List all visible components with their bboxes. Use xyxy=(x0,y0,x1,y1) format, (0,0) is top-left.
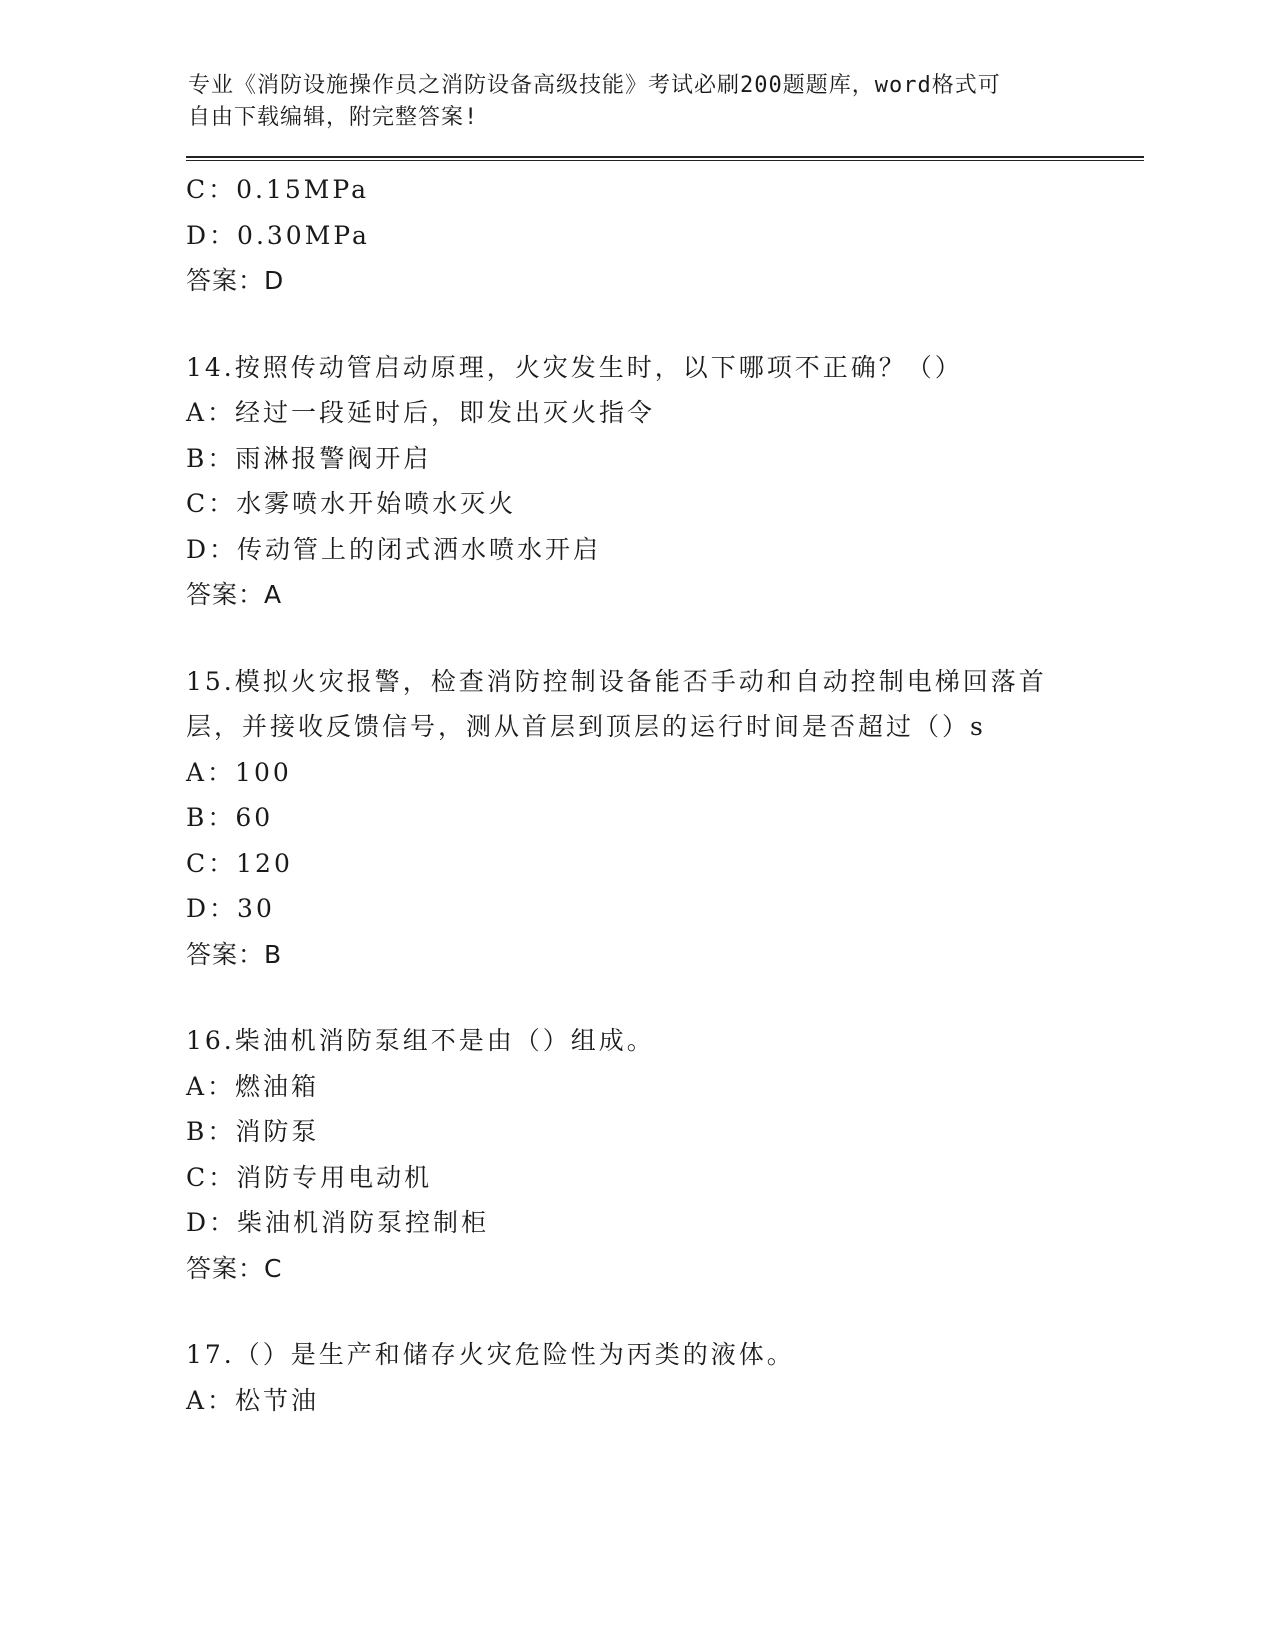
header-divider xyxy=(186,156,1144,161)
question-text-line-2: 层，并接收反馈信号，测从首层到顶层的运行时间是否超过（）s xyxy=(186,712,986,741)
answer: 答案：A xyxy=(186,580,283,609)
option-a: A：100 xyxy=(186,757,292,787)
question-14 xyxy=(186,345,1146,618)
option-d: D：传动管上的闭式洒水喷水开启 xyxy=(186,534,602,564)
question-list xyxy=(186,167,1146,1423)
option-c: C：水雾喷水开始喷水灭火 xyxy=(186,489,517,518)
option-a: A：松节油 xyxy=(186,1385,320,1415)
option-b: B：消防泵 xyxy=(186,1117,320,1146)
question-15 xyxy=(186,659,1146,978)
answer: 答案：D xyxy=(186,266,285,295)
header-line-2: 自由下载编辑，附完整答案! xyxy=(188,105,479,130)
header-line-1: 专业《消防设施操作员之消防设备高级技能》考试必刷200题题库，word格式可 xyxy=(188,73,1001,98)
question-17 xyxy=(186,1332,1146,1423)
option-d: D：柴油机消防泵控制柜 xyxy=(186,1208,490,1237)
option-d: D：30 xyxy=(186,894,275,923)
option-a: A：燃油箱 xyxy=(186,1071,320,1101)
option-a: A：经过一段延时后，即发出灭火指令 xyxy=(186,398,656,427)
option-c: C：120 xyxy=(186,848,293,878)
question-text-line-1: 15.模拟火灾报警，检查消防控制设备能否手动和自动控制电梯回落首 xyxy=(186,666,1047,696)
answer: 答案：B xyxy=(186,939,283,969)
question-text: 17.（）是生产和储存火灾危险性为丙类的液体。 xyxy=(186,1340,795,1369)
option-b: B：雨淋报警阀开启 xyxy=(186,443,432,473)
question-16 xyxy=(186,1018,1146,1291)
option-b: B：60 xyxy=(186,803,274,832)
option-d: D：0.30MPa xyxy=(186,220,370,250)
question-text: 16.柴油机消防泵组不是由（）组成。 xyxy=(186,1026,655,1055)
question-13-continued xyxy=(186,167,1146,304)
document-page xyxy=(186,70,1146,1423)
option-c: C：消防专用电动机 xyxy=(186,1162,433,1192)
answer: 答案：C xyxy=(186,1253,283,1283)
question-text: 14.按照传动管启动原理，火灾发生时，以下哪项不正确？（） xyxy=(186,352,963,382)
option-c: C：0.15MPa xyxy=(186,175,369,204)
document-header xyxy=(188,70,1068,134)
